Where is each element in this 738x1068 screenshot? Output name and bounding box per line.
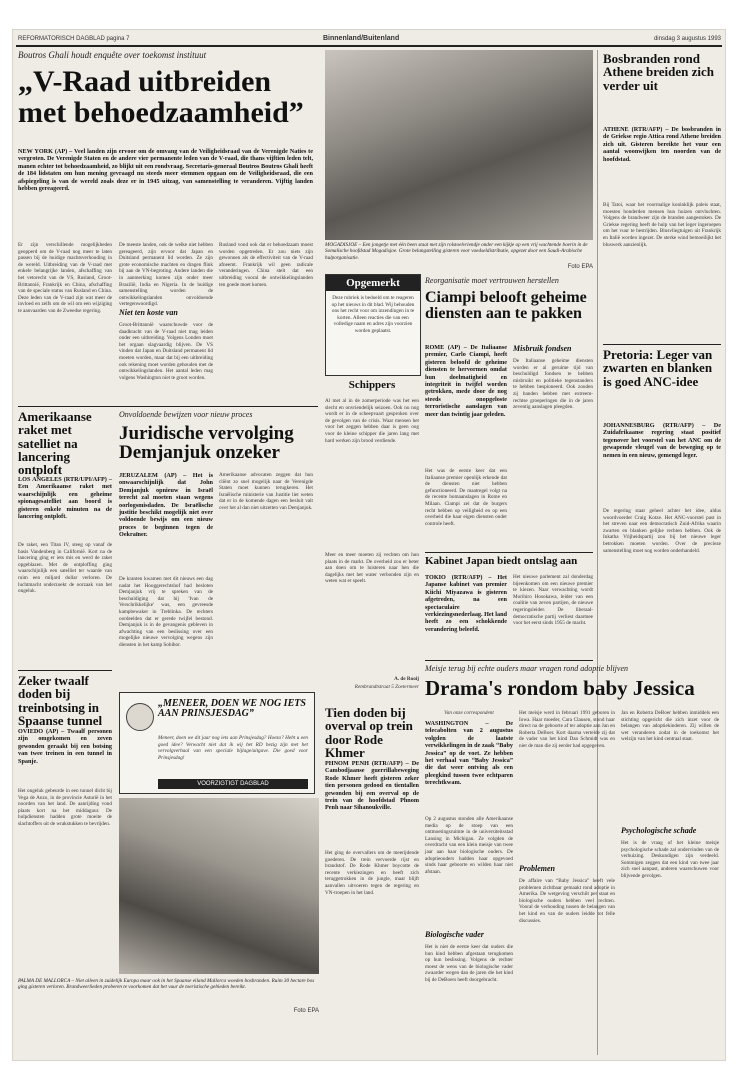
athene-headline: Bosbranden rond Athene breiden zich verder uit [603, 51, 714, 93]
vraad-subhead: Niet ten koste van [119, 308, 178, 317]
vraad-body-col2: De meeste landen, ook de welke niet hebben gereageerd, zijn ervoor dat Japan en Duitsland permanent lid worden. Ze zijn grote economische machten en dragen flink bij aan de VN-begroting. Andere landen die in aanmerking komen zijn onder meer Brazilië, India en Nigeria. In de huidige samenstelling worden de ontwikkelingslanden onvoldoende vertegenwoordigd. [119, 242, 213, 308]
athene-body: Bij Tatoi, waar het voormalige koninklijk paleis staat, moesten honderden mensen hun huizen ontvluchten. Volgens de brandweer zijn de branden aangestoken. De Griekse regering heeft de hulp van het leger ingeroepen om het vuur te bestrijden. Blusvliegtuigen uit Frankrijk en Italië worden ingezet. De sterke wind bemoeilijkt het bluswerk aanzienlijk. [603, 202, 721, 248]
schippers-body: Al met al in de zomerperiode was het een slecht en onvriendelijk seizoen. Ook nu nog wordt er in de scheepvaart gesproken over de gevolgen van de crisis. Waar mensen het voor het zeggen hebben daar is geen oog voor de kleine schipper die jaren lang met hard werken zijn brood verdiende. [325, 398, 419, 444]
vraad-lead: NEW YORK (AP) – Veel landen zijn ervoor om de omvang van de Veiligheidsraad van de Verenigde Naties te vergroten. De Verenigde Staten en de andere vier permanente leden van de V-raad, die thans vijftien leden telt, manen echter tot behoedzaamheid, zo blijkt uit een rondvraag. Secretaris-generaal Boutros Boutros Ghali heeft de 184 lidstaten om hun mening gevraagd nu steeds meer stemmen opgaan om de Veiligheidsraad, die een afspiegeling is van de wereld zoals deze er in 1945 uitzag, van samenstelling te veranderen. Vijftig landen hebben gereageerd. [18, 148, 313, 193]
demjanjuk-lead: JERUZALEM (AP) – Het is onwaarschijnlijk dat John Demjanjuk opnieuw in Israël terecht zal moeten staan wegens oorlogsmisdaden. De Israëlische justitie beschikt mogelijk niet over voldoende bewijs om een nieuw proces te beginnen tegen de Oekraïner. [119, 472, 213, 539]
vraad-body-col3: Rusland vond ook dat er behoedzaam moest worden opgetreden. Er zou niets zijn gewonnen als de effectiviteit van de V-raad afneemt. Frankrijk wil geen radicale veranderingen. China stelt dat een uitbreiding vooral de ontwikkelingslanden ten goede moet komen. [219, 242, 313, 288]
demjanjuk-body: De kranten kwamen met dit nieuws een dag nadat het Hooggerechtshof had besloten Demjanjuk vrij te spreken van de beschuldiging dat hij 'Ivan de Verschrikkelijke' was, een gevreesde kampbewaker in Treblinka. De rechters oordeelden dat er gerede twijfel bestond. Demjanjuk is in de gevangenis gebleven in afwachting van een beslissing over een mogelijke nieuwe vervolging wegens zijn diensten in het kamp Sobibor. [119, 576, 213, 648]
raket-headline: Amerikaanse raket met satelliet na lancering ontploft [18, 409, 92, 477]
khmer-lead: PHNOM PENH (RTR/AFP) – De Cambodjaanse guerrillabeweging Rode Khmer heeft gisteren zeker tien personen gedood en tientallen gewonden bij een overval op de trein van de hoofdstad Phnom Penh naar Sihanoukville. [325, 760, 419, 812]
ciampi-kicker: Reorganisatie moet vertrouwen herstellen [425, 276, 559, 285]
japan-lead: TOKIO (RTR/AFP) – Het Japanse kabinet van premier Kiichi Miyazawa is gisteren afgetreden, na een spectaculaire verkiezingsnederlaag. Het land heeft zo een schokkende verandering beleefd. [425, 574, 507, 633]
ciampi-subhead: Misbruik fondsen [513, 344, 572, 353]
promo-footer: VOORZIGTIGT DAGBLAD [158, 779, 308, 789]
ciampi-lead: ROME (AP) – De Italiaanse premier, Carlo Ciampi, heeft gisteren beloofd de geheime diensten te hervormen omdat hun doelmatigheid en integriteit in twijfel worden getrokken, mede door de nog steeds onopgeloste terroristische aanslagen van meer dan twintig jaar geleden. [425, 344, 507, 418]
promo-box [119, 692, 315, 794]
vraad-headline: „V-Raad uitbreiden met behoedzaamheid” [18, 65, 304, 129]
ciampi-body2: De Italiaanse geheime diensten worden er al geruime tijd van beschuldigd fondsen te hebben misbruikt en politieke tegenstanders te hebben bespioneerd. Ook zouden zij banden hebben met extreem-rechtse groeperingen die in de jaren zeventig aanslagen pleegden. [513, 358, 593, 411]
schippers-body2: Meer en meer moeten zij vechten om hun plaats in de markt. De overheid zou er beter aan doen om te luisteren naar hen die dagelijks met het water verbonden zijn en weten wat er speelt. [325, 552, 419, 585]
jessica-body-2: Het meisje werd in februari 1991 geboren in Iowa. Haar moeder, Cara Clausen, stond haar direct na de geboorte af ter adoptie aan Jan en Roberta DeBoer. Kort daarna vertelde zij dat de vader van het kind Dan Schmidt was en niet de man die zij eerder had opgegeven. [519, 710, 615, 749]
opgemerkt-title: Opgemerkt [326, 275, 420, 291]
section-title: Binnenland/Buitenland [323, 35, 400, 42]
section-rule [18, 406, 318, 407]
header-left: REFORMATORISCH DAGBLAD pagina 7 [18, 36, 130, 42]
face-icon [126, 703, 154, 731]
schippers-signature: A. de Rooij [394, 676, 419, 682]
ciampi-headline: Ciampi belooft geheime diensten aan te pakken [425, 289, 587, 323]
jessica-byline: Van onze correspondent [444, 710, 494, 716]
schippers-headline: Schippers [348, 379, 396, 391]
schippers-address: Rembrandtstraat 5 Zoetermeer [354, 684, 419, 690]
promo-quote: „MENEER, DOEN WE NOG IETS AAN PRINSJESDAG” [158, 698, 306, 720]
jessica-body-6: Jan en Roberta DeBoer hebben inmiddels een stichting opgericht die zich inzet voor de belangen van adoptiekinderen. Zij willen de wet veranderen zodat in de toekomst het welzijn van het kind centraal staat. [621, 710, 719, 743]
section-rule [18, 670, 112, 671]
jessica-lead: WASHINGTON – De telecabolten van 2 augustus volgden de laatste verwikkelingen in de zaak “Baby Jessica” op de voet. Ze hebben het verhaal van “Baby Jessica” die dat weer ontving als een pleegkind tussen twee echtparen terechtkwam. [425, 720, 513, 787]
section-rule [603, 344, 721, 345]
vraad-kicker: Boutros Ghali houdt enquête over toekomst instituut [18, 50, 207, 60]
opgemerkt-box [325, 274, 421, 376]
mogadishu-photo [325, 50, 593, 240]
demjanjuk-body-col2: Amerikaanse advocaten zeggen dat hun cliënt zo snel mogelijk naar de Verenigde Staten moet kunnen terugkeren. Het Israëlische ministerie van Justitie liet weten dat er in de komende dagen een besluit valt over het al dan niet uitzetten van Demjanjuk. [219, 472, 313, 511]
jessica-subhead-biologische-vader: Biologische vader [425, 930, 484, 939]
pretoria-headline: Pretoria: Leger van zwarten en blanken is goed ANC-idee [603, 347, 713, 389]
mogadishu-credit: Foto EPA [567, 264, 593, 270]
pretoria-lead: JOHANNESBURG (RTR/AFP) – De Zuidafrikaanse regering staat positief tegenover het voorstel van het ANC om de gewapende vleugel van de beweging op te nemen in een nieuw, gemengd leger. [603, 422, 721, 459]
jessica-body-3: De affaire van “Baby Jessica” heeft vele problemen zichtbaar gemaakt rond adoptie in Amerika. De wetgeving verschilt per staat en biologische ouders hebben veel rechten. Vooral de verhouding tussen de belangen van het kind en van de ouders leidde tot felle discussies. [519, 878, 615, 924]
jessica-body-4: Het is niet de eerste keer dat ouders die hun kind hebben afgestaan terugkomen op hun beslissing. Volgens de rechter moest de wens van de biologische vader zwaarder wegen dan de jaren die het kind bij de DeBoers heeft doorgebracht. [425, 944, 513, 983]
jessica-body: Op 2 augustus stonden alle Amerikaanse media op de stoep van een ontmoetingsruimte in de universiteitsstad Lansing in Michigan. Ze volgden de overdracht van een klein meisje van twee jaar aan haar biologische ouders. De adoptieouders hadden haar opgevoed sinds haar geboorte en wilden haar niet afstaan. [425, 816, 513, 875]
raket-body: De raket, een Titan IV, steeg op vanaf de basis Vandenberg in Californië. Kort na de lancering ging er iets mis en werd de raket opgeblazen. Met de ontploffing ging waarschijnlijk een satelliet ter waarde van ruim een miljard dollar verloren. De luchtmacht onderzoekt de oorzaak van het ongeluk. [18, 542, 112, 595]
jessica-body-5: Het is de vraag of het kleine meisje psychologische schade zal ondervinden van de verhuizing. Deskundigen zijn verdeeld. Sommigen zeggen dat een kind van twee jaar zich snel aanpast, anderen waarschuwen voor blijvende gevolgen. [621, 840, 719, 879]
jessica-headline: Drama's rondom baby Jessica [425, 676, 695, 700]
trein-headline: Zeker twaalf doden bij treinbotsing in Spaanse tunnel [18, 673, 103, 728]
header-date: dinsdag 3 augustus 1993 [653, 36, 721, 42]
section-rule [425, 552, 593, 553]
jessica-kicker: Meisje terug bij echte ouders maar vragen rond adoptie blijven [425, 664, 628, 673]
ciampi-body: Het was de eerste keer dat een Italiaanse premier openlijk erkende dat de diensten niet hebben gefunctioneerd. De maatregel volgt na de recente bomaanslagen in Rome en Milaan. Ciampi zei dat de burgers recht hebben op veiligheid en op een overheid die haar eigen diensten onder controle heeft. [425, 468, 507, 527]
japan-body: Het nieuwe parlement zal donderdag bijeenkomen om een nieuwe premier te kiezen. Naar verwachting wordt Morihiro Hosokawa, leider van een coalitie van zeven partijen, de nieuwe regeringsleider. De liberaal-democratische partij verliest daarmee voor het eerst sinds 1955 de macht. [513, 574, 593, 627]
fire-photo-caption: PALMA DE MALLORCA – Niet alleen in zuidelijk Europa maar ook in het Spaanse eiland Mallorca woeden bosbranden. Ruim 30 hectare bos ging gisteren verloren. Brandweerlieden proberen te voorkomen dat het vuur de toeristische gebieden bereikt. [18, 978, 315, 991]
khmer-headline: Tien doden bij overval op trein door Rode Khmer [325, 705, 413, 760]
promo-body: Meneer, doen we dit jaar nog iets aan Prinsjesdag? Hoezo? Hebt u een goed idee? Verwacht niet dat ik wij het RD bezig zijn met het vervolgverhaal van een speciale bijlage/uitgave. Die goed voor Prinsjesdag! [158, 735, 308, 761]
vraad-body-col1: Er zijn verschillende mogelijkheden geopperd om de V-raad nog meer te laten passen bij de huidige machtsverhouding in de wereld. Uitbreiding van de V-raad met enkele belangrijke landen, afschaffing van het vetorecht van de VS, Rusland, Groot-Brittannië, Frankrijk en China, afschaffing van de speciale status van Rusland en China. Deze leden van de V-raad zijn wat meer de invloed en zelfs om de wil om een wijziging te aanvaarden van de Zweedse regering. [18, 242, 112, 314]
mogadishu-caption: MOGADISJOE – Een jongetje met één been staat met zijn rolstoelvriendje onder een kijkje op een vrij wachtende boerin in de Somalische hoofdstad Mogadisjoe. Grote belangstelling gisteren voor voedseldistributie, opgezet door een Saudi-Arabische hulporganisatie. [325, 242, 588, 261]
newspaper-page [13, 30, 725, 1060]
demjanjuk-headline: Juridische vervolging Demjanjuk onzeker [119, 423, 294, 464]
section-rule [425, 660, 593, 661]
demjanjuk-kicker: Onvoldoende bewijzen voor nieuw proces [119, 410, 253, 419]
header-rule [16, 45, 722, 47]
jessica-subhead-problemen: Problemen [519, 864, 555, 873]
athene-lead: ATHENE (RTR/AFP) – De bosbranden in de Griekse regio Attica rond Athene breiden zich uit. Gisteren bereikte het vuur een aantal woonwijken ten noorden van de hoofdstad. [603, 126, 721, 163]
japan-headline: Kabinet Japan biedt ontslag aan [425, 555, 578, 567]
trein-body: Het ongeluk gebeurde in een tunnel dicht bij Vega de Anzo, in de provincie Asturië in het noorden van het land. De aanrijding vond plaats kort na het middaguur. De hulpdiensten hadden grote moeite de slachtoffers uit de wrakstukken te bevrijden. [18, 788, 112, 827]
raket-lead: LOS ANGELES (RTR/UPI/AFP) – Een Amerikaanse raket met waarschijnlijk een geheime spionagesatelliet aan boord is gisteren enkele minuten na de lancering ontploft. [18, 476, 112, 521]
jessica-subhead-psychologische-schade: Psychologische schade [621, 826, 697, 835]
pretoria-body: De regering staat geheel achter het idee, aldus woordvoerder Craig Kotze. Het ANC-voorstel past in het streven naar een democratisch Zuid-Afrika waarin zwarten en blanken gelijke rechten hebben. Ook de Inkatha Vrijheidspartij zou bij het nieuwe leger betrokken moeten worden. Over de precieze samenstelling moet nog worden onderhandeld. [603, 508, 721, 554]
opgemerkt-body: Deze rubriek is bedoeld om te reageren op het nieuws in dit blad. Wij behouden ons het recht voor om inzendingen in te korten. Alleen reacties die van een volledige naam en adres zijn voorzien worden geplaatst. [331, 295, 415, 334]
khmer-body: Het ging de overvallers om de meerijdende goederen. De trein vervoerde rijst en brandstof. De Rode Khmer boycotte de recente verkiezingen en heeft zich teruggetrokken in de jungle, maar blijft aanvallen uitvoeren tegen de regering en VN-troepen in het land. [325, 850, 419, 896]
vraad-body-col2b: Groot-Brittannië waarschuwde voor de daadkracht van de V-raad niet mag leiden onder een uitbreiding. Volgens Londen moet het orgaan slagvaardig blijven. De VS vinden dat Japan en Duitsland permanent lid moeten worden, maar dat bij een uitbreiding ook rekening moet worden gehouden met de ontwikkelingslanden. Het aantal leden mag volgens Washington niet te groot worden. [119, 322, 213, 381]
fire-photo [119, 798, 319, 974]
trein-lead: OVIEDO (AP) – Twaalf personen zijn omgekomen en zeven gewonden geraakt bij een botsing van twee treinen in een tunnel in Spanje. [18, 728, 112, 765]
fire-photo-credit: Foto EPA [293, 1008, 319, 1014]
